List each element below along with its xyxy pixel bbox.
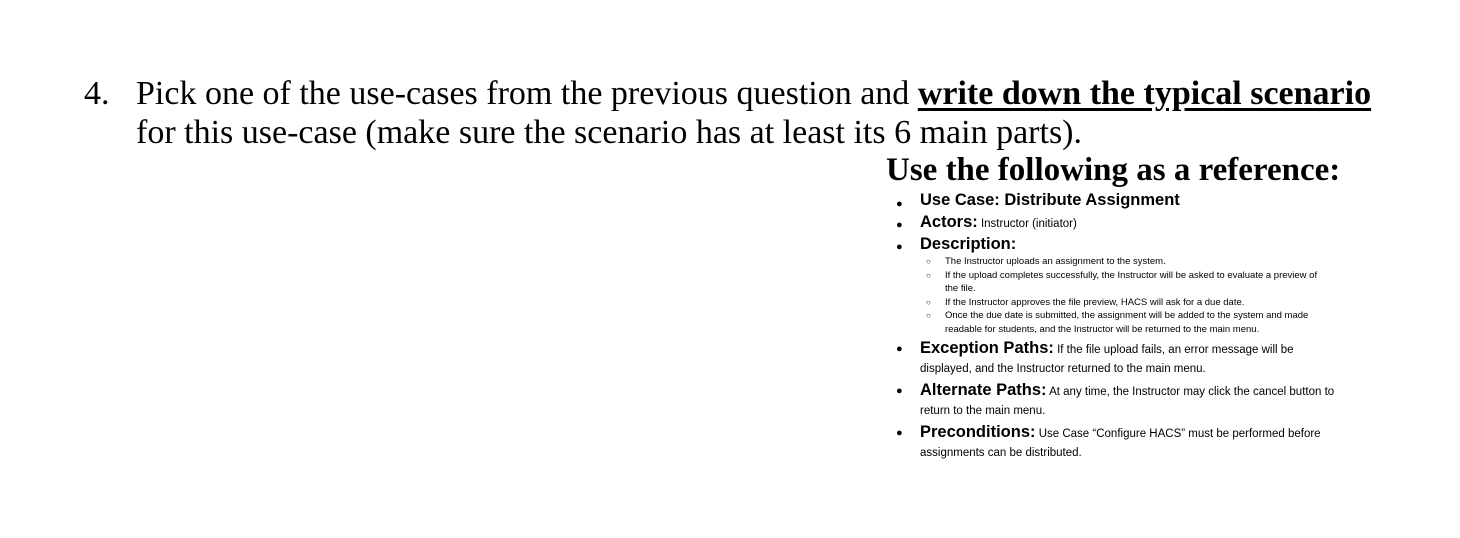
alternate-paths-item [886,380,1346,420]
actors-text: Instructor (initiator) [977,218,1077,230]
actors-item [886,212,1346,234]
use-case-item [886,189,1346,212]
exception-paths-text: If the file upload fails, an error message will be displayed, and the Instructor returned to the main menu. [920,344,1294,375]
use-case-label: Use Case: Distribute Assignment [920,191,1180,209]
question-text: Pick one of the use-cases from the previous question and [136,75,918,112]
description-step: ○ If the Instructor approves the file preview, HACS will ask for a due date. [920,296,1330,310]
question-block [84,74,1384,152]
reference-list [886,189,1356,462]
alternate-paths-text: At any time, the Instructor may click the cancel button to return to the main menu. [920,386,1335,417]
actors-label: Actors: [920,213,978,231]
description-item [886,234,1346,336]
exception-paths-item [886,338,1346,378]
question-line-2: for this use-case (make sure the scenario has at least its 6 main parts). [136,114,1083,151]
alternate-paths-label: Alternate Paths: [920,381,1047,399]
description-steps [920,255,1346,336]
preconditions-label: Preconditions: [920,423,1036,441]
description-step: ○ If the upload completes successfully, the Instructor will be asked to evaluate a preview of the file. [920,269,1330,296]
reference-heading: Use the following as a reference: [886,152,1341,188]
question-number: 4. [84,75,110,112]
description-step: ○ The Instructor uploads an assignment to the system. [920,255,1330,269]
exception-paths-label: Exception Paths: [920,339,1054,357]
preconditions-text: Use Case “Configure HACS” must be performed before assignments can be distributed. [920,428,1321,459]
reference-block [886,150,1356,462]
description-label: Description: [920,235,1017,253]
question-emphasis: write down the typical scenario [917,75,1372,112]
description-step: ○ Once the due date is submitted, the assignment will be added to the system and made readable for students, and the Instructor will be returned to the main menu. [920,309,1330,336]
preconditions-item [886,422,1346,462]
question-line-1 [84,74,1384,113]
